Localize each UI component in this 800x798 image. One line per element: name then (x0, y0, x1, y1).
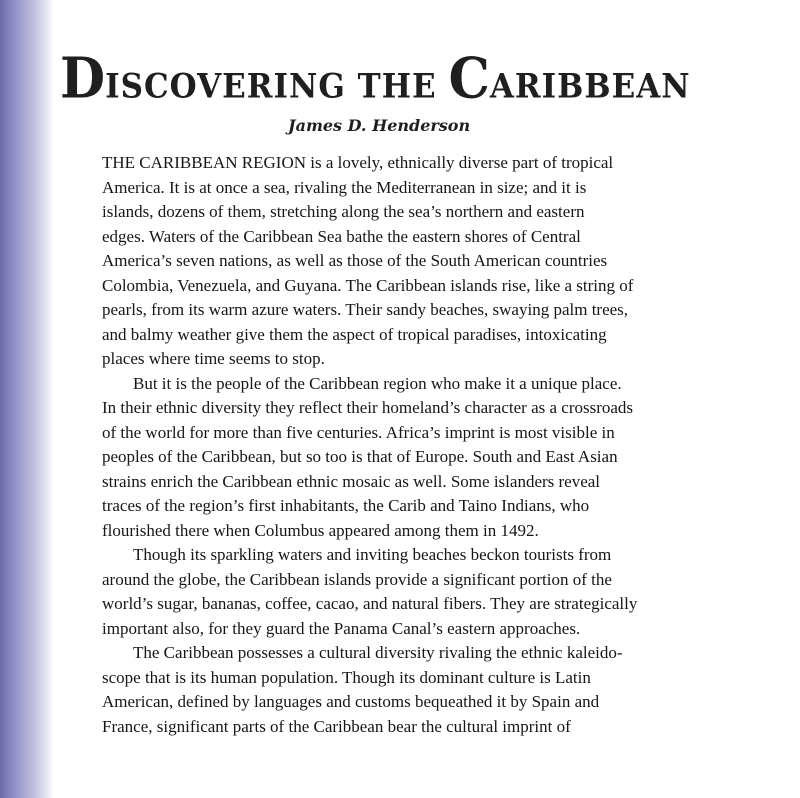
body-line: peoples of the Caribbean, but so too is that of Europe. South and East Asian (102, 447, 618, 466)
title-initial-d: D (60, 45, 106, 112)
body-line: France, significant parts of the Caribbean bear the cultural imprint of (102, 716, 571, 736)
article-body (102, 151, 682, 739)
body-line: strains enrich the Caribbean ethnic mosaic as well. Some islanders reveal (102, 471, 601, 491)
body-line-paragraph-start: The Caribbean possesses a cultural diversity rivaling the ethnic kaleido- (133, 643, 623, 662)
body-line: places where time seems to stop. (102, 349, 325, 368)
body-line: America. It is at once a sea, rivaling the Mediterranean in size; and it is (102, 177, 587, 197)
body-line: world’s sugar, bananas, coffee, cacao, and natural fibers. They are strategically (102, 594, 638, 613)
body-line-paragraph-start: Though its sparkling waters and inviting beaches beckon tourists from (133, 545, 612, 564)
body-line: islands, dozens of them, stretching along the sea’s northern and eastern (102, 202, 585, 221)
body-line: around the globe, the Caribbean islands provide a significant portion of the (102, 569, 612, 589)
body-line: scope that is its human population. Though its dominant culture is Latin (102, 667, 591, 687)
body-line: traces of the region’s first inhabitants, the Carib and Taino Indians, who (102, 496, 590, 515)
title-word-the: THE (357, 67, 437, 107)
body-line: and balmy weather give them the aspect of tropical paradises, intoxicating (102, 324, 607, 344)
body-line: American, defined by languages and customs bequeathed it by Spain and (102, 692, 600, 711)
title-initial-c: C (448, 45, 490, 112)
body-line: of the world for more than five centuries. Africa’s imprint is most visible in (102, 422, 615, 442)
body-line: America’s seven nations, as well as those of the South American countries (102, 251, 608, 270)
article-title (60, 45, 700, 117)
body-line: pearls, from its warm azure waters. Their sandy beaches, swaying palm trees, (102, 300, 629, 319)
title-word-discovering-rest: ISCOVERING (105, 67, 346, 107)
body-line: flourished there when Columbus appeared among them in 1492. (102, 520, 539, 540)
body-line: THE CARIBBEAN REGION is a lovely, ethnically diverse part of tropical (102, 153, 614, 172)
body-line: In their ethnic diversity they reflect their homeland’s character as a crossroads (102, 398, 634, 417)
page-edge-gradient (0, 0, 54, 798)
article-author: James D. Henderson (288, 116, 471, 135)
body-line-paragraph-start: But it is the people of the Caribbean region who make it a unique place. (133, 373, 622, 393)
title-word-caribbean-rest: ARIBBEAN (489, 67, 691, 107)
body-line: important also, for they guard the Panama Canal’s eastern approaches. (102, 618, 581, 638)
body-line: Colombia, Venezuela, and Guyana. The Caribbean islands rise, like a string of (102, 275, 634, 295)
body-line: edges. Waters of the Caribbean Sea bathe the eastern shores of Central (102, 226, 581, 246)
